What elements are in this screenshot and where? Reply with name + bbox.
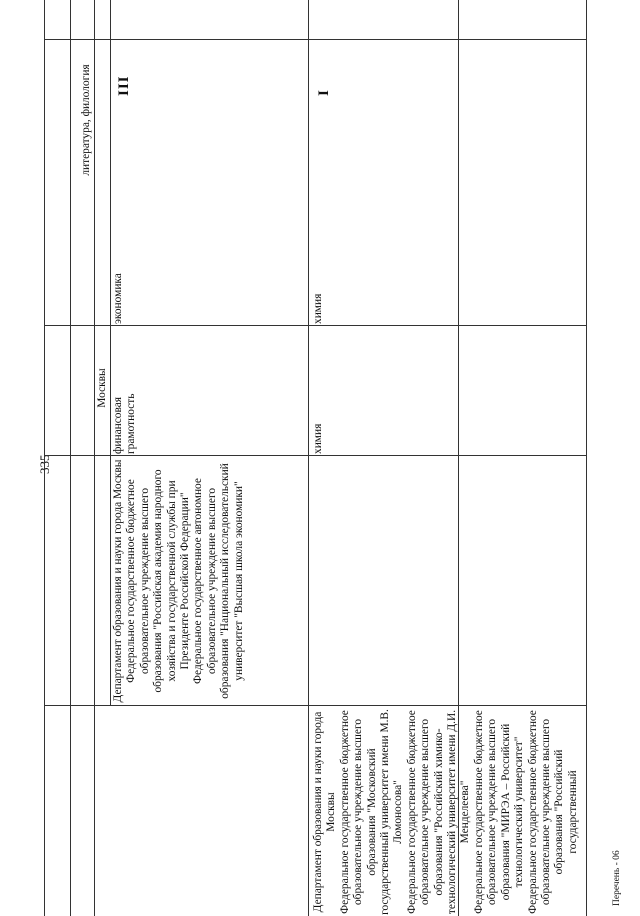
row-divider (44, 325, 586, 326)
row2-organizations (312, 708, 580, 916)
column-heading: Москвы (96, 368, 108, 408)
row1-organizations (112, 459, 246, 703)
organization-item: Федеральное государственное бюджетное образовательное учреждение высшего образования "Российская академия народного хозяйства и государственной службы при Президенте Российской Федерации" (125, 469, 192, 693)
column-divider (308, 0, 309, 916)
organization-item: Федеральное государственное бюджетное образовательное учреждение высшего образования "МИРЭА – Российский технологический университет" (472, 710, 526, 914)
footer-label: Перечень - 06 (612, 850, 622, 906)
column-divider (94, 0, 95, 916)
organization-item: Департамент образования и науки города Москвы (112, 459, 124, 703)
organization-item: Федеральное государственное бюджетное образовательное учреждение высшего образования "Российский химико-технологический университет имени Д.И. Менделеева" (405, 709, 472, 915)
table-border-top (44, 0, 45, 916)
row2-profile: химия (312, 293, 324, 324)
row-divider (44, 39, 586, 40)
row1-level: III (116, 75, 132, 96)
row2-level: I (316, 89, 332, 96)
column-divider (70, 0, 71, 916)
organization-item: Департамент образования и науки города Москвы (312, 711, 338, 913)
organization-item: Федеральное государственное автономное образовательное учреждение высшего образования "Национальный исследовательский университет "Высшая школа экономики" (192, 463, 245, 699)
column-divider (110, 0, 111, 706)
row2-subject: химия (312, 423, 324, 454)
organization-item: Федеральное государственное бюджетное образовательное учреждение высшего образования "Московский государственный университет имени М.В. Ломоносова" (338, 709, 405, 915)
prev-row-profile: литература, филология (80, 64, 92, 176)
row-divider (44, 455, 586, 456)
row1-profile: экономика (112, 273, 124, 324)
row-divider (44, 705, 586, 706)
table-border-bottom (586, 0, 587, 916)
organization-item: Федеральное государственное бюджетное образовательное учреждение высшего образования "Российский государственный (526, 710, 579, 914)
page-number: 335 (37, 454, 52, 474)
row1-subject: финансовая грамотность (112, 393, 138, 454)
